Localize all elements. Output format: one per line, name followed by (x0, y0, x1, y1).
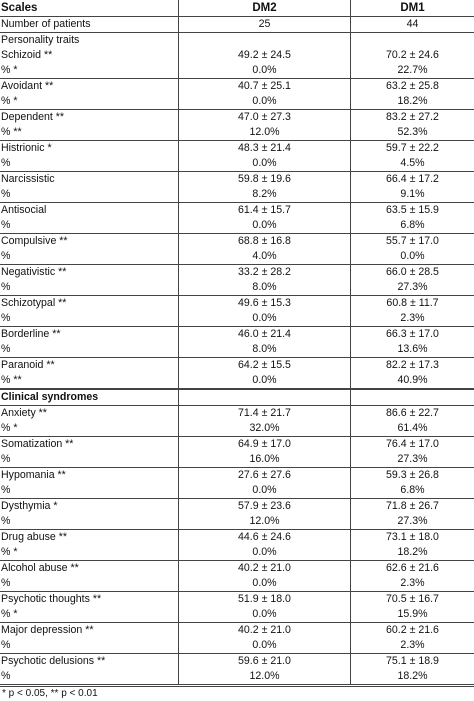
footnote: * p < 0.05, ** p < 0.01 (0, 686, 474, 701)
table-row (0, 79, 474, 94)
dm1-percent: 2.3% (350, 638, 474, 653)
table-row-percent (0, 249, 474, 265)
dm1-mean: 60.8 ± 11.7 (350, 296, 474, 311)
dm2-percent: 12.0% (178, 514, 350, 529)
scale-name: Dependent ** (1, 111, 65, 123)
dm2-mean: 47.0 ± 27.3 (178, 110, 350, 125)
scale-name: Schizotypal ** (1, 297, 67, 309)
percent-label: % * (1, 608, 18, 620)
personality-title: Personality traits (1, 34, 80, 46)
dm2-mean: 33.2 ± 28.2 (178, 265, 350, 280)
table-row-percent (0, 638, 474, 654)
percent-label: % * (1, 64, 18, 76)
table-row (0, 406, 474, 421)
dm1-mean: 82.2 ± 17.3 (350, 358, 474, 373)
dm1-mean: 73.1 ± 18.0 (350, 530, 474, 545)
dm1-percent: 27.3% (350, 280, 474, 295)
dm1-percent: 6.8% (350, 483, 474, 498)
table-row (0, 296, 474, 311)
patients-dm2: 25 (178, 17, 350, 32)
dm1-mean: 63.2 ± 25.8 (350, 79, 474, 94)
dm2-percent: 0.0% (178, 545, 350, 560)
dm1-percent: 18.2% (350, 669, 474, 684)
scale-name: Compulsive ** (1, 235, 68, 247)
table-row-percent (0, 576, 474, 592)
scale-name: Alcohol abuse ** (1, 562, 79, 574)
scale-name: Psychotic thoughts ** (1, 593, 102, 605)
dm1-percent: 18.2% (350, 545, 474, 560)
percent-label: % (1, 515, 11, 527)
dm1-percent: 52.3% (350, 125, 474, 140)
scale-name: Somatization ** (1, 438, 74, 450)
scale-name: Antisocial (1, 204, 47, 216)
patients-row (0, 17, 474, 33)
patients-dm1: 44 (350, 17, 474, 32)
table-row (0, 654, 474, 669)
dm2-percent: 0.0% (178, 373, 350, 388)
table-row (0, 141, 474, 156)
table-header-row (0, 0, 474, 17)
header-dm1: DM1 (350, 0, 474, 16)
table-row (0, 437, 474, 452)
dm2-mean: 57.9 ± 23.6 (178, 499, 350, 514)
table-row (0, 172, 474, 187)
scale-name: Borderline ** (1, 328, 61, 340)
scale-name: Avoidant ** (1, 80, 54, 92)
dm1-mean: 59.7 ± 22.2 (350, 141, 474, 156)
patients-label: Number of patients (1, 18, 91, 30)
dm2-mean: 46.0 ± 21.4 (178, 327, 350, 342)
table-row-percent (0, 514, 474, 530)
dm2-percent: 12.0% (178, 125, 350, 140)
table-row-percent (0, 483, 474, 499)
dm1-mean: 70.2 ± 24.6 (350, 48, 474, 63)
dm2-percent: 0.0% (178, 63, 350, 78)
percent-label: % (1, 281, 11, 293)
percent-label: % ** (1, 126, 22, 138)
dm2-mean: 59.8 ± 19.6 (178, 172, 350, 187)
table-row-percent (0, 218, 474, 234)
dm2-mean: 51.9 ± 18.0 (178, 592, 350, 607)
dm1-percent: 40.9% (350, 373, 474, 388)
header-scales: Scales (1, 2, 38, 14)
table-row (0, 530, 474, 545)
table-row (0, 234, 474, 249)
header-dm2: DM2 (178, 0, 350, 16)
percent-label: % (1, 188, 11, 200)
table-row-percent (0, 452, 474, 468)
dm2-mean: 44.6 ± 24.6 (178, 530, 350, 545)
percent-label: % (1, 670, 11, 682)
dm1-percent: 15.9% (350, 607, 474, 622)
dm1-percent: 2.3% (350, 311, 474, 326)
table-row (0, 327, 474, 342)
table-row (0, 358, 474, 373)
dm2-percent: 0.0% (178, 311, 350, 326)
percent-label: % (1, 577, 11, 589)
dm1-percent: 18.2% (350, 94, 474, 109)
table-row (0, 623, 474, 638)
dm2-percent: 8.2% (178, 187, 350, 202)
scale-name: Narcissistic (1, 173, 55, 185)
table-row (0, 48, 474, 63)
dm1-mean: 62.6 ± 21.6 (350, 561, 474, 576)
table-row-percent (0, 607, 474, 623)
dm2-mean: 40.2 ± 21.0 (178, 623, 350, 638)
table-row (0, 499, 474, 514)
dm1-percent: 22.7% (350, 63, 474, 78)
dm1-mean: 55.7 ± 17.0 (350, 234, 474, 249)
dm2-mean: 40.7 ± 25.1 (178, 79, 350, 94)
dm1-percent: 13.6% (350, 342, 474, 357)
dm1-mean: 60.2 ± 21.6 (350, 623, 474, 638)
table-row-percent (0, 125, 474, 141)
table-row (0, 468, 474, 483)
dm2-mean: 59.6 ± 21.0 (178, 654, 350, 669)
dm2-percent: 4.0% (178, 249, 350, 264)
table-row (0, 592, 474, 607)
percent-label: % (1, 219, 11, 231)
scale-name: Paranoid ** (1, 359, 55, 371)
dm2-percent: 0.0% (178, 94, 350, 109)
dm1-mean: 59.3 ± 26.8 (350, 468, 474, 483)
dm2-mean: 68.8 ± 16.8 (178, 234, 350, 249)
dm2-percent: 0.0% (178, 576, 350, 591)
table-row-percent (0, 63, 474, 79)
scale-name: Negativistic ** (1, 266, 67, 278)
percent-label: % (1, 157, 11, 169)
table-row (0, 110, 474, 125)
percent-label: % (1, 453, 11, 465)
scale-name: Histrionic * (1, 142, 52, 154)
dm1-mean: 75.1 ± 18.9 (350, 654, 474, 669)
percent-label: % (1, 484, 11, 496)
table-row (0, 203, 474, 218)
dm1-mean: 63.5 ± 15.9 (350, 203, 474, 218)
percent-label: % (1, 312, 11, 324)
scale-name: Anxiety ** (1, 407, 47, 419)
dm2-mean: 49.2 ± 24.5 (178, 48, 350, 63)
personality-section-row (0, 33, 474, 48)
table-row-percent (0, 669, 474, 685)
clinical-title: Clinical syndromes (1, 391, 99, 403)
table-row-percent (0, 342, 474, 358)
dm1-percent: 2.3% (350, 576, 474, 591)
scale-name: Psychotic delusions ** (1, 655, 106, 667)
dm2-mean: 61.4 ± 15.7 (178, 203, 350, 218)
percent-label: % ** (1, 374, 22, 386)
dm2-percent: 0.0% (178, 156, 350, 171)
dm2-mean: 64.2 ± 15.5 (178, 358, 350, 373)
scale-name: Hypomania ** (1, 469, 66, 481)
dm1-mean: 71.8 ± 26.7 (350, 499, 474, 514)
scale-name: Drug abuse ** (1, 531, 67, 543)
percent-label: % * (1, 422, 18, 434)
dm2-percent: 0.0% (178, 483, 350, 498)
dm2-percent: 0.0% (178, 218, 350, 233)
table-row-percent (0, 311, 474, 327)
table-row-percent (0, 280, 474, 296)
percent-label: % (1, 343, 11, 355)
scale-name: Dysthymia * (1, 500, 58, 512)
dm1-percent: 9.1% (350, 187, 474, 202)
dm1-percent: 27.3% (350, 514, 474, 529)
dm1-percent: 4.5% (350, 156, 474, 171)
table-row (0, 561, 474, 576)
clinical-section-row (0, 389, 474, 406)
dm2-percent: 8.0% (178, 280, 350, 295)
percent-label: % (1, 639, 11, 651)
percent-label: % (1, 250, 11, 262)
scale-name: Schizoid ** (1, 49, 53, 61)
table-row-percent (0, 373, 474, 389)
dm1-mean: 86.6 ± 22.7 (350, 406, 474, 421)
dm1-percent: 6.8% (350, 218, 474, 233)
dm1-percent: 0.0% (350, 249, 474, 264)
dm2-percent: 8.0% (178, 342, 350, 357)
table-row-percent (0, 156, 474, 172)
dm1-mean: 83.2 ± 27.2 (350, 110, 474, 125)
personality-body (0, 48, 474, 389)
table-row-percent (0, 421, 474, 437)
table-row-percent (0, 545, 474, 561)
dm2-mean: 64.9 ± 17.0 (178, 437, 350, 452)
dm2-percent: 16.0% (178, 452, 350, 467)
dm2-mean: 49.6 ± 15.3 (178, 296, 350, 311)
dm2-mean: 71.4 ± 21.7 (178, 406, 350, 421)
dm2-percent: 12.0% (178, 669, 350, 684)
table-row-percent (0, 187, 474, 203)
percent-label: % * (1, 95, 18, 107)
dm2-mean: 40.2 ± 21.0 (178, 561, 350, 576)
dm1-mean: 66.4 ± 17.2 (350, 172, 474, 187)
table-row-percent (0, 94, 474, 110)
percent-label: % * (1, 546, 18, 558)
dm1-mean: 66.0 ± 28.5 (350, 265, 474, 280)
dm1-mean: 76.4 ± 17.0 (350, 437, 474, 452)
dm2-percent: 32.0% (178, 421, 350, 436)
dm1-mean: 70.5 ± 16.7 (350, 592, 474, 607)
dm1-mean: 66.3 ± 17.0 (350, 327, 474, 342)
clinical-body (0, 406, 474, 685)
dm2-mean: 27.6 ± 27.6 (178, 468, 350, 483)
dm2-percent: 0.0% (178, 638, 350, 653)
dm1-percent: 61.4% (350, 421, 474, 436)
dm1-percent: 27.3% (350, 452, 474, 467)
dm2-percent: 0.0% (178, 607, 350, 622)
table-row (0, 265, 474, 280)
dm2-mean: 48.3 ± 21.4 (178, 141, 350, 156)
scale-name: Major depression ** (1, 624, 94, 636)
